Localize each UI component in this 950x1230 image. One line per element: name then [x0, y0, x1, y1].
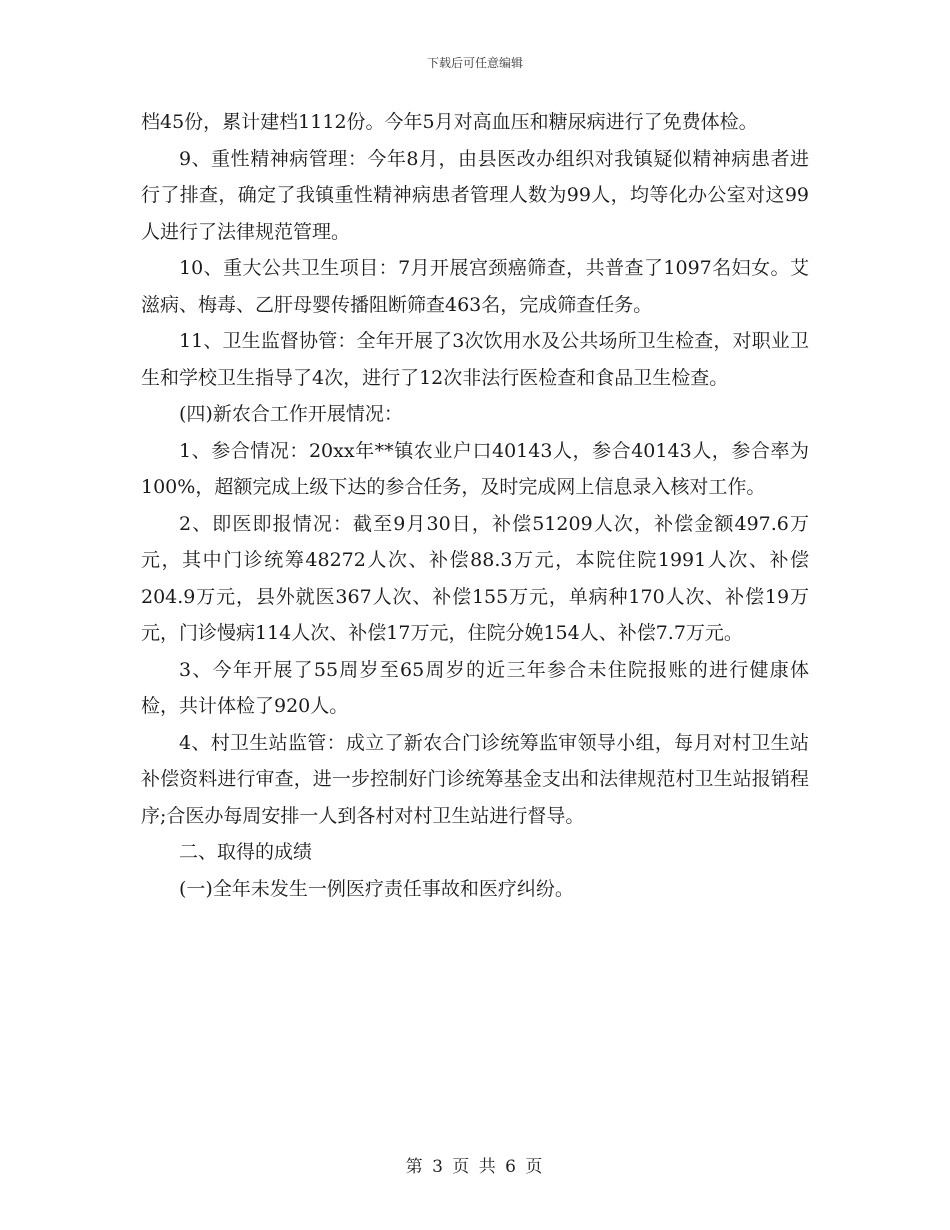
paragraph: 1、参合情况：20xx年**镇农业户口40143人，参合40143人，参合率为100%，超额完成上级下达的参合任务，及时完成网上信息录入核对工作。 [141, 439, 809, 498]
paragraph: 3、今年开展了55周岁至65周岁的近三年参合未住院报账的进行健康体检，共计体检了920人。 [141, 658, 809, 717]
paragraph: (一)全年未发生一例医疗责任事故和医疗纠纷。 [179, 877, 574, 900]
paragraph: 9、重性精神病管理：今年8月，由县医改办组织对我镇疑似精神病患者进行了排查，确定了我镇重性精神病患者管理人数为99人，均等化办公室对这99人进行了法律规范管理。 [141, 147, 809, 243]
page-header: 下载后可任意编辑 [426, 56, 523, 70]
section-heading: 二、取得的成绩 [179, 841, 313, 863]
section-heading: (四)新农合工作开展情况： [179, 403, 403, 425]
page-number: 第 3 页 共 6 页 [405, 1157, 545, 1177]
paragraph: 10、重大公共卫生项目：7月开展宫颈癌筛查，共普查了1097名妇女。艾滋病、梅毒、乙肝母婴传播阻断筛查463名，完成筛查任务。 [141, 257, 809, 316]
document-body [141, 104, 809, 907]
paragraph: 2、即医即报情况：截至9月30日，补偿51209人次，补偿金额497.6万元，其中门诊统筹48272人次、补偿88.3万元，本院住院1991人次、补偿204.9万元，县外就医367人次、补偿155万元，单病种170人次、补偿19万元，门诊慢病114人次、补偿17万元，住院分娩154人、补偿7.7万元。 [141, 512, 809, 644]
paragraph: 11、卫生监督协管：全年开展了3次饮用水及公共场所卫生检查，对职业卫生和学校卫生指导了4次，进行了12次非法行医检查和食品卫生检查。 [141, 330, 809, 389]
paragraph: 4、村卫生站监管：成立了新农合门诊统筹监审领导小组，每月对村卫生站补偿资料进行审查，进一步控制好门诊统筹基金支出和法律规范村卫生站报销程序;合医办每周安排一人到各村对村卫生站进行督导。 [141, 731, 809, 827]
paragraph: 档45份，累计建档1112份。今年5月对高血压和糖尿病进行了免费体检。 [141, 111, 758, 133]
